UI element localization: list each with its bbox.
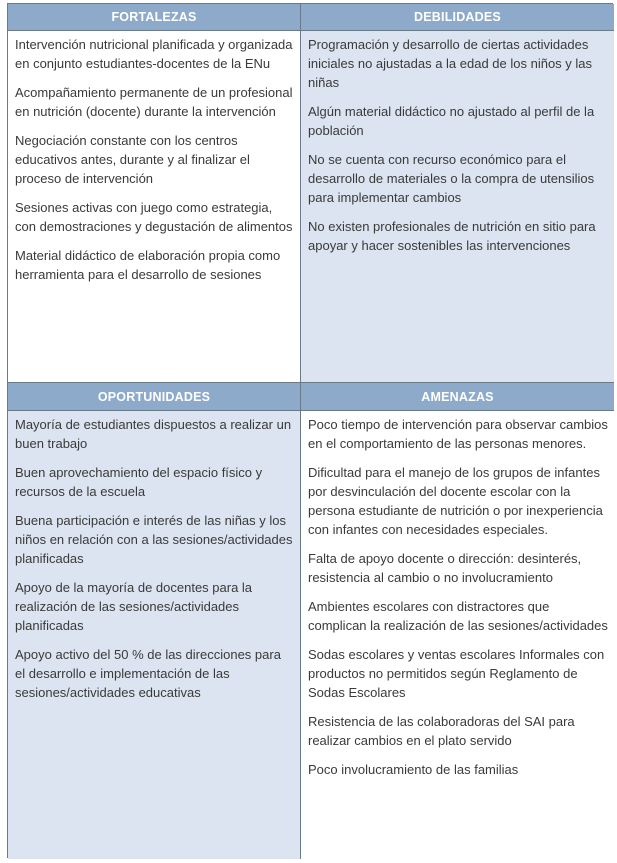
threats-header: AMENAZAS xyxy=(301,383,614,411)
strength-item: Intervención nutricional planificada y organizada en conjunto estudiantes-docentes de la ENu xyxy=(15,37,293,71)
strength-item: Negociación constante con los centros educativos antes, durante y al finalizar el proceso de intervención xyxy=(15,133,250,186)
weakness-item: Algún material didáctico no ajustado al perfil de la población xyxy=(308,104,595,138)
threat-item: Dificultad para el manejo de los grupos de infantes por desvinculación del docente escolar con la persona estudiante de nutrición o por inexperiencia con infantes con necesidades especiales. xyxy=(308,465,603,537)
strengths-cell xyxy=(8,31,301,383)
strength-item: Acompañamiento permanente de un profesional en nutrición (docente) durante la intervención xyxy=(15,85,293,119)
threat-item: Poco tiempo de intervención para observar cambios en el comportamiento de las personas menores. xyxy=(308,417,608,451)
strength-item: Sesiones activas con juego como estrategia, con demostraciones y degustación de alimentos xyxy=(15,200,293,234)
weaknesses-cell xyxy=(301,31,614,383)
threat-item: Resistencia de las colaboradoras del SAI para realizar cambios en el plato servido xyxy=(308,714,575,748)
threat-item: Falta de apoyo docente o dirección: desinterés, resistencia al cambio o no involucramiento xyxy=(308,551,582,585)
opportunities-header: OPORTUNIDADES xyxy=(8,383,301,411)
threat-item: Ambientes escolares con distractores que complican la realización de las sesiones/actividades xyxy=(308,599,608,633)
opportunity-item: Apoyo activo del 50 % de las direcciones para el desarrollo e implementación de las sesiones/actividades educativas xyxy=(15,647,281,700)
weakness-item: No se cuenta con recurso económico para el desarrollo de materiales o la compra de utensilios para implementar cambios xyxy=(308,152,595,205)
opportunities-cell xyxy=(8,411,301,859)
weakness-item: Programación y desarrollo de ciertas actividades iniciales no ajustadas a la edad de los niños y las niñas xyxy=(308,37,593,90)
weaknesses-header: DEBILIDADES xyxy=(301,4,614,31)
threats-cell xyxy=(301,411,614,859)
opportunity-item: Buen aprovechamiento del espacio físico y recursos de la escuela xyxy=(15,465,263,499)
strengths-header: FORTALEZAS xyxy=(8,4,301,31)
threat-item: Sodas escolares y ventas escolares Informales con productos no permitidos según Reglamento de Sodas Escolares xyxy=(308,647,605,700)
opportunity-item: Mayoría de estudiantes dispuestos a realizar un buen trabajo xyxy=(15,417,292,451)
strength-item: Material didáctico de elaboración propia como herramienta para el desarrollo de sesiones xyxy=(15,248,281,282)
threat-item: Poco involucramiento de las familias xyxy=(308,762,519,777)
weakness-item: No existen profesionales de nutrición en sitio para apoyar y hacer sostenibles las intervenciones xyxy=(308,219,596,253)
opportunity-item: Buena participación e interés de las niñas y los niños en relación con a las sesiones/actividades planificadas xyxy=(15,513,293,566)
swot-table xyxy=(7,3,613,858)
opportunity-item: Apoyo de la mayoría de docentes para la realización de las sesiones/actividades planificadas xyxy=(15,580,253,633)
